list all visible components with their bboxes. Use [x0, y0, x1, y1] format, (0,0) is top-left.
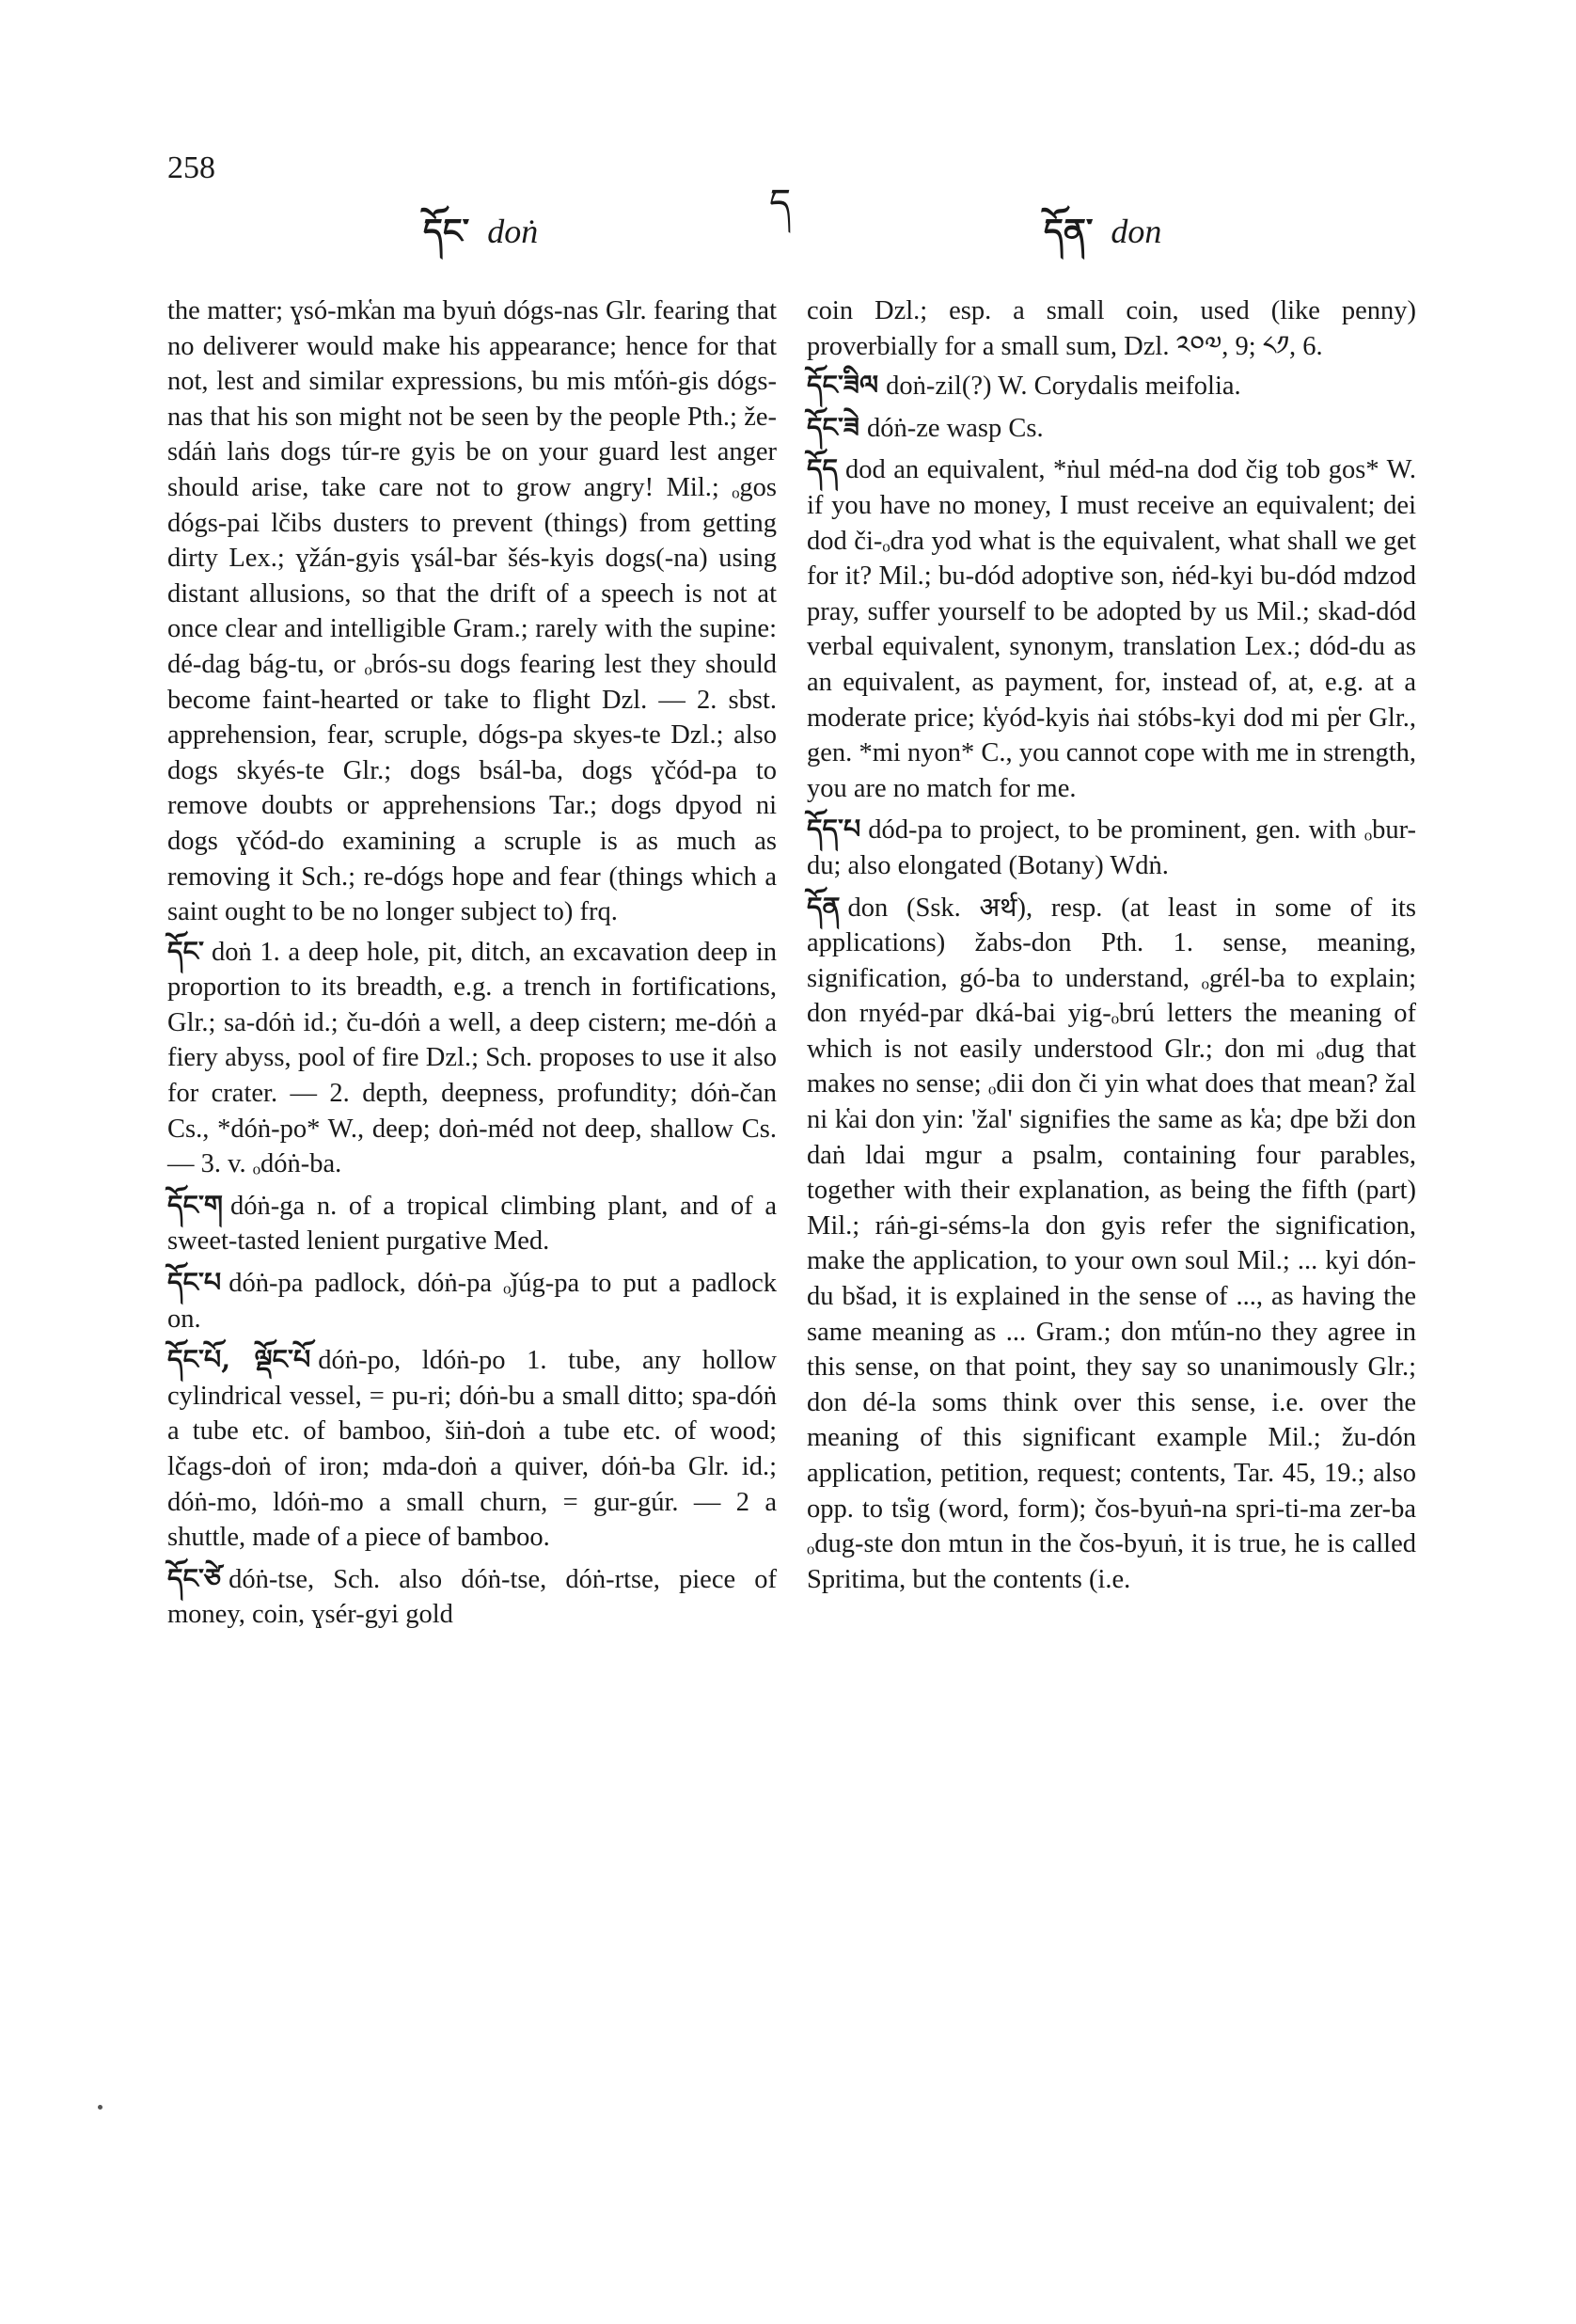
- entry-don-ze: [807, 410, 1416, 447]
- left-column: [167, 293, 777, 1638]
- running-head-left-word: doṅ: [487, 213, 539, 250]
- right-continuation-paragraph: coin Dzl.; esp. a small coin, used (like penny) proverbially for a small sum, Dzl. ༢༠༧, 9; ༨༡, 6.: [807, 296, 1416, 361]
- entry-don-po: [167, 1342, 777, 1556]
- entry-don-zil: [807, 368, 1416, 404]
- entry-tibetan-headword: དོང་: [167, 934, 204, 967]
- entry-dod-pa: [807, 812, 1416, 883]
- entry-don-ga: [167, 1188, 777, 1259]
- entry-tibetan-headword: དོད: [807, 452, 839, 485]
- page-number: 258: [167, 150, 215, 185]
- entry-don-pa: [167, 1265, 777, 1336]
- entry-text: doṅ-zil(?) W. Corydalis meifolia.: [886, 372, 1241, 402]
- entry-tibetan-headword: དོང་པ: [167, 1266, 222, 1299]
- left-continuation-paragraph: the matter; ɣsó-mk̔an ma byuṅ dógs-nas Glr. fearing that no deliverer would make his appearance; hence for that not, lest and similar expressions, bu mis mt̔óṅ-gis dógs-nas that his son might not be seen by the people Pth.; že-sdáṅ laṅs dogs túr-re gyis be on your guard lest anger should arise, take care not to grow angry! Mil.; ₒgos dógs-pai lčibs dusters to prevent (things) from getting dirty Lex.; ɣžán-gyis ɣsál-bar šés-kyis dogs(-na) using distant allusions, so that the drift of a speech is not at once clear and intelligible Gram.; rarely with the supine: dé-dag bág-tu, or ₒbrós-su dogs fearing lest they should become faint-hearted or take to flight Dzl. — 2. sbst. apprehension, fear, scruple, dógs-pa skyes-te Dzl.; also dogs skyés-te Glr.; dogs bsál-ba, dogs ɣčód-pa to remove doubts or apprehensions Tar.; dogs dpyod ni dogs ɣčód-do examining a scruple is as much as removing it Sch.; re-dógs hope and fear (things which a saint ought to be no longer subject to) frq.: [167, 296, 777, 927]
- entry-text: dóṅ-pa padlock, dóṅ-pa ₒǰúg-pa to put a padlock on.: [167, 1269, 777, 1334]
- running-head-right: [1044, 193, 1161, 289]
- entry-don: [167, 934, 777, 1182]
- running-head-left-tibetan: དོང་: [423, 212, 470, 251]
- entry-don-tse: [167, 1561, 777, 1633]
- entry-text: dóṅ-ga n. of a tropical climbing plant, and of a sweet-tasted lenient purgative Med.: [167, 1191, 777, 1257]
- entry-text: dod an equivalent, *ṅul méd-na dod čig tob gos* W. if you have no money, I must receive an equivalent; dei dod či-ₒdra yod what is the equivalent, what shall we get for it? Mil.; bu-dód adoptive son, ṅéd-kyi bu-dód mdzod pray, suffer yourself to be adopted by us Mil.; skad-dód verbal equivalent, synonym, translation Lex.; dód-du as an equivalent, as payment, for, instead of, at, e.g. at a moderate price; k̔yód-kyis ṅai stóbs-kyi dod mi p̔er Glr., gen. *mi nyon* C., you cannot cope with me in strength, you are no match for me.: [807, 455, 1416, 803]
- entry-don-sense: [807, 890, 1416, 1598]
- entry-text: don (Ssk. अर्थ), resp. (at least in some of its applications) žabs-don Pth. 1. sense, meaning, signification, gó-ba to understand, ₒgrél-ba to explain; don rnyéd-par dká-bai yig-ₒbrú letters the meaning of which is not easily understood Glr.; don mi ₒdug that makes no sense; ₒdii don či yin what does that mean? žal ni k̔ai don yin: 'žal' signifies the same as k̔a; dpe bži don daṅ ldai mgur a psalm, containing four parables, together with their explanation, as being the fifth (part) Mil.; ráṅ-gi-séms-la don gyis refer the signification, make the application, to your own soul Mil.; ... kyi dón-du bšad, it is explained in the sense of ..., as having the same meaning as ... Gram.; don mt̔ún-no they agree in this sense, on that point, they say so unanimously Glr.; don dé-la soms think over this sense, i.e. over the meaning of this significant example Mil.; žu-dón application, petition, request; contents, Tar. 45, 19.; also opp. to ts̔ig (word, form); čos-byuṅ-na spri-ti-ma zer-ba ₒdug-ste don mtun in the čos-byuṅ, it is true, he is called Spritima, but the contents (i.e.: [807, 893, 1416, 1594]
- entry-text: doṅ 1. a deep hole, pit, ditch, an excavation deep in proportion to its breadth, e.g. a trench in fortifications, Glr.; sa-dóṅ id.; ču-dóṅ a well, a deep cistern; me-dóṅ a fiery abyss, pool of fire Dzl.; Sch. proposes to use it also for crater. — 2. depth, deepness, profundity; dóṅ-čan Cs., *dóṅ-po* W., deep; doṅ-méd not deep, shallow Cs. — 3. v. ₒdóṅ-ba.: [167, 937, 777, 1179]
- entry-text: dóṅ-tse, Sch. also dóṅ-tse, dóṅ-rtse, piece of money, coin, ɣsér-gyi gold: [167, 1564, 777, 1630]
- entry-dod: [807, 451, 1416, 806]
- entry-tibetan-headword: དོང་ག: [167, 1188, 223, 1221]
- running-head-right-word: don: [1111, 213, 1162, 250]
- entry-text: dóṅ-ze wasp Cs.: [867, 413, 1044, 443]
- entry-tibetan-headword: དོད་པ: [807, 813, 861, 846]
- entry-text: dóṅ-po, ldóṅ-po 1. tube, any hollow cylindrical vessel, = pu-ri; dóṅ-bu a small ditto; spa-dóṅ a tube etc. of bamboo, šiṅ-doṅ a tube etc. of wood; lčags-doṅ of iron; mda-doṅ a quiver, dóṅ-ba Glr. id.; dóṅ-mo, ldóṅ-mo a small churn, = gur-gúr. — 2 a shuttle, made of a piece of bamboo.: [167, 1346, 777, 1553]
- entry-tibetan-headword: དོང་ཟེ: [807, 410, 860, 443]
- entry-tibetan-headword: དོན: [807, 890, 841, 923]
- entry-tibetan-headword: དོང་པོ, ལྡོང་པོ: [167, 1343, 311, 1376]
- entry-tibetan-headword: དོང་ཙེ: [167, 1561, 222, 1594]
- margin-speck: [98, 2105, 102, 2110]
- running-head-right-tibetan: དོན་: [1044, 212, 1094, 251]
- entry-tibetan-headword: དོང་ཟིལ: [807, 369, 879, 402]
- entry-text: dód-pa to project, to be prominent, gen. with ₒbur-du; also elongated (Botany) Wdṅ.: [807, 815, 1416, 880]
- right-column: [807, 293, 1416, 1603]
- running-head-center-letter: ད: [769, 182, 792, 224]
- running-head-left: [423, 193, 538, 289]
